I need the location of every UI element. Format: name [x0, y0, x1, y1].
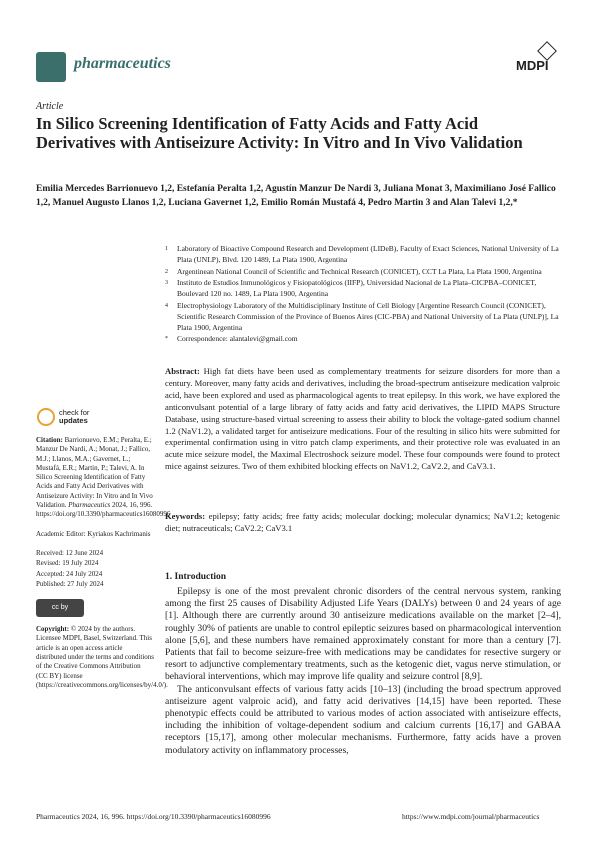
dates-block	[36, 549, 154, 589]
affiliation: 2 Argentinean National Council of Scientific and Technical Research (CONICET), CCT La Plata, La Plata 1900, Argentina	[165, 266, 542, 276]
abstract-text: High fat diets have been used as complementary treatments for seizure disorders for more than a century. Moreover, many fatty acids and derivatives, including the broad-spectrum antiseizure medication valproic acid, have been explored and used as pharmacological agents to treat epilepsy. In this work, we have explored the anticonvulsant potential of a large library of fatty acids and fatty acid derivatives, the LIPID MAPS Structure Database, using structure-based virtual screening to assess their ability to block the voltage-gated sodium channel 1.2 (NaV1.2), a validated target for antiseizure medications. Four of the resulting in silico hits were submitted for experimental confirmation using in vitro patch clamp experiments, and their protective role was evaluated in an acute mice seizure model, the Maximal Electroshock seizure model. These four compounds were found to protect mice against seizures. Two of them exhibited blocking effects on NaV1.2, CaV2.2, and CaV3.1.	[165, 366, 560, 472]
section-heading: 1. Introduction	[165, 572, 227, 582]
check-for-updates-badge[interactable]	[37, 408, 147, 426]
body-text	[165, 586, 561, 757]
citation-block: Citation: Barrionuevo, E.M.; Peralta, E.; Manzur De Nardi, A.; Monat, J.; Fallico, M.J.; Llanos, M.A.; Gavernet, L.; Mustafá, E.R.; Martin, P.; Talevi, A. In Silico Screening Identification of Fatty Acids and Fatty Acid Derivatives with Antiseizure Activity: In Vitro and In Vivo Validation. Pharmaceutics 2024, 16, 996. https://doi.org/10.3390/pharmaceutics16080996	[36, 436, 171, 519]
paragraph: The anticonvulsant effects of various fatty acids [10–13] (including the broad spectrum approved antiseizure agent valproic acid), and fatty acid derivatives [14,15] have been reported. These phenotypic effects could be attributed to various modes of action associated with antiseizure effects, including the inhibition of voltage-dependent sodium and calcium currents [16,17] and GABAA receptors [15,17], among other molecular mechanisms. Furthermore, fatty acids have a proven modulatory activity on inflammatory processes,	[165, 683, 561, 756]
affiliations	[165, 244, 560, 346]
keywords-label: Keywords:	[165, 511, 206, 521]
check-updates-line2: updates	[59, 416, 88, 425]
published-date: Published: 27 July 2024	[36, 579, 104, 588]
check-updates-line1: check for	[59, 408, 90, 417]
sidebar	[36, 436, 171, 700]
abstract	[165, 366, 560, 473]
author-list: Emilia Mercedes Barrionuevo 1,2, Estefanía Peralta 1,2, Agustín Manzur De Nardi 3, Juliana Monat 3, Maximiliano José Fallico 1,2, Manuel Augusto Llanos 1,2, Luciana Gavernet 1,2, Emilio Román Mustafá 4, Pedro Martin 3 and Alan Talevi 1,2,*	[36, 184, 556, 208]
publisher-logo[interactable]: MDPI	[516, 58, 549, 73]
accepted-date: Accepted: 24 July 2024	[36, 569, 103, 578]
copyright-block: Copyright: © 2024 by the authors. Licensee MDPI, Basel, Switzerland. This article is an open access article distributed under the terms and conditions of the Creative Commons Attribution (CC BY) license (https://creativecommons.org/licenses/by/4.0/).	[36, 625, 168, 689]
cc-license-icon[interactable]: cc by	[36, 599, 84, 617]
footer-citation[interactable]: Pharmaceutics 2024, 16, 996. https://doi.org/10.3390/pharmaceutics16080996	[36, 812, 271, 821]
academic-editor: Academic Editor: Kyriakos Kachrimanis	[36, 529, 151, 538]
journal-logo	[36, 52, 66, 82]
paragraph: Epilepsy is one of the most prevalent chronic disorders of the central nervous system, ranking among the first 25 causes of Disability Adjusted Life Years (DALYs) between 0 and 24 years of age [1]. Although there are currently around 30 antiseizure medications available on the market [2–4], roughly 30% of patients are unable to control epileptic seizures based on pharmacological intervention alone [5,6], and these numbers have remained approximately constant for more than a century [7]. Patients that fail to become seizure-free with medications may be candidates for resective surgery or resort to adjunctive complementary treatments, such as the ketogenic diet, vagus nerve stimulation, or behavioral interventions, which may improve life quality and seizure control [8,9].	[165, 586, 561, 683]
keywords-text: epilepsy; fatty acids; free fatty acids; molecular docking; molecular dynamics; NaV1.2; ketogenic diet; nutraceuticals; CaV2.2; CaV3.1	[165, 511, 560, 533]
article-type: Article	[36, 101, 64, 112]
revised-date: Revised: 19 July 2024	[36, 559, 99, 568]
affiliation: 3 Instituto de Estudios Inmunológicos y Fisiopatológicos (IIFP), Universidad Nacional de La Plata–CICPBA–CONICET, Boulevard 120 no. 1489, La Plata 1900, Argentina	[165, 278, 537, 299]
article-title: In Silico Screening Identification of Fatty Acids and Fatty Acid Derivatives with Antiseizure Activity: In Vitro and In Vivo Validation	[36, 114, 523, 152]
correspondence: * Correspondence: alantalevi@gmail.com	[165, 334, 298, 344]
footer-journal-url[interactable]: https://www.mdpi.com/journal/pharmaceutics	[402, 812, 540, 821]
affiliation: 4 Electrophysiology Laboratory of the Multidisciplinary Institute of Cell Biology [Argentine Research Council (CONICET), Scientific Research Commission of the Province of Buenos Aires (CIC-PBA) and National University of La Plata (UNLP)], La Plata 1900, Argentina	[165, 300, 559, 332]
check-updates-icon	[37, 408, 55, 426]
affiliation: 1 Laboratory of Bioactive Compound Research and Development (LIDeB), Faculty of Exact Sciences, National University of La Plata (UNLP), Blvd. 120 1489, La Plata 1900, Argentina	[165, 244, 559, 264]
keywords	[165, 511, 560, 535]
abstract-label: Abstract:	[165, 366, 200, 376]
received-date: Received: 12 June 2024	[36, 548, 104, 557]
journal-name[interactable]: pharmaceutics	[74, 55, 171, 72]
